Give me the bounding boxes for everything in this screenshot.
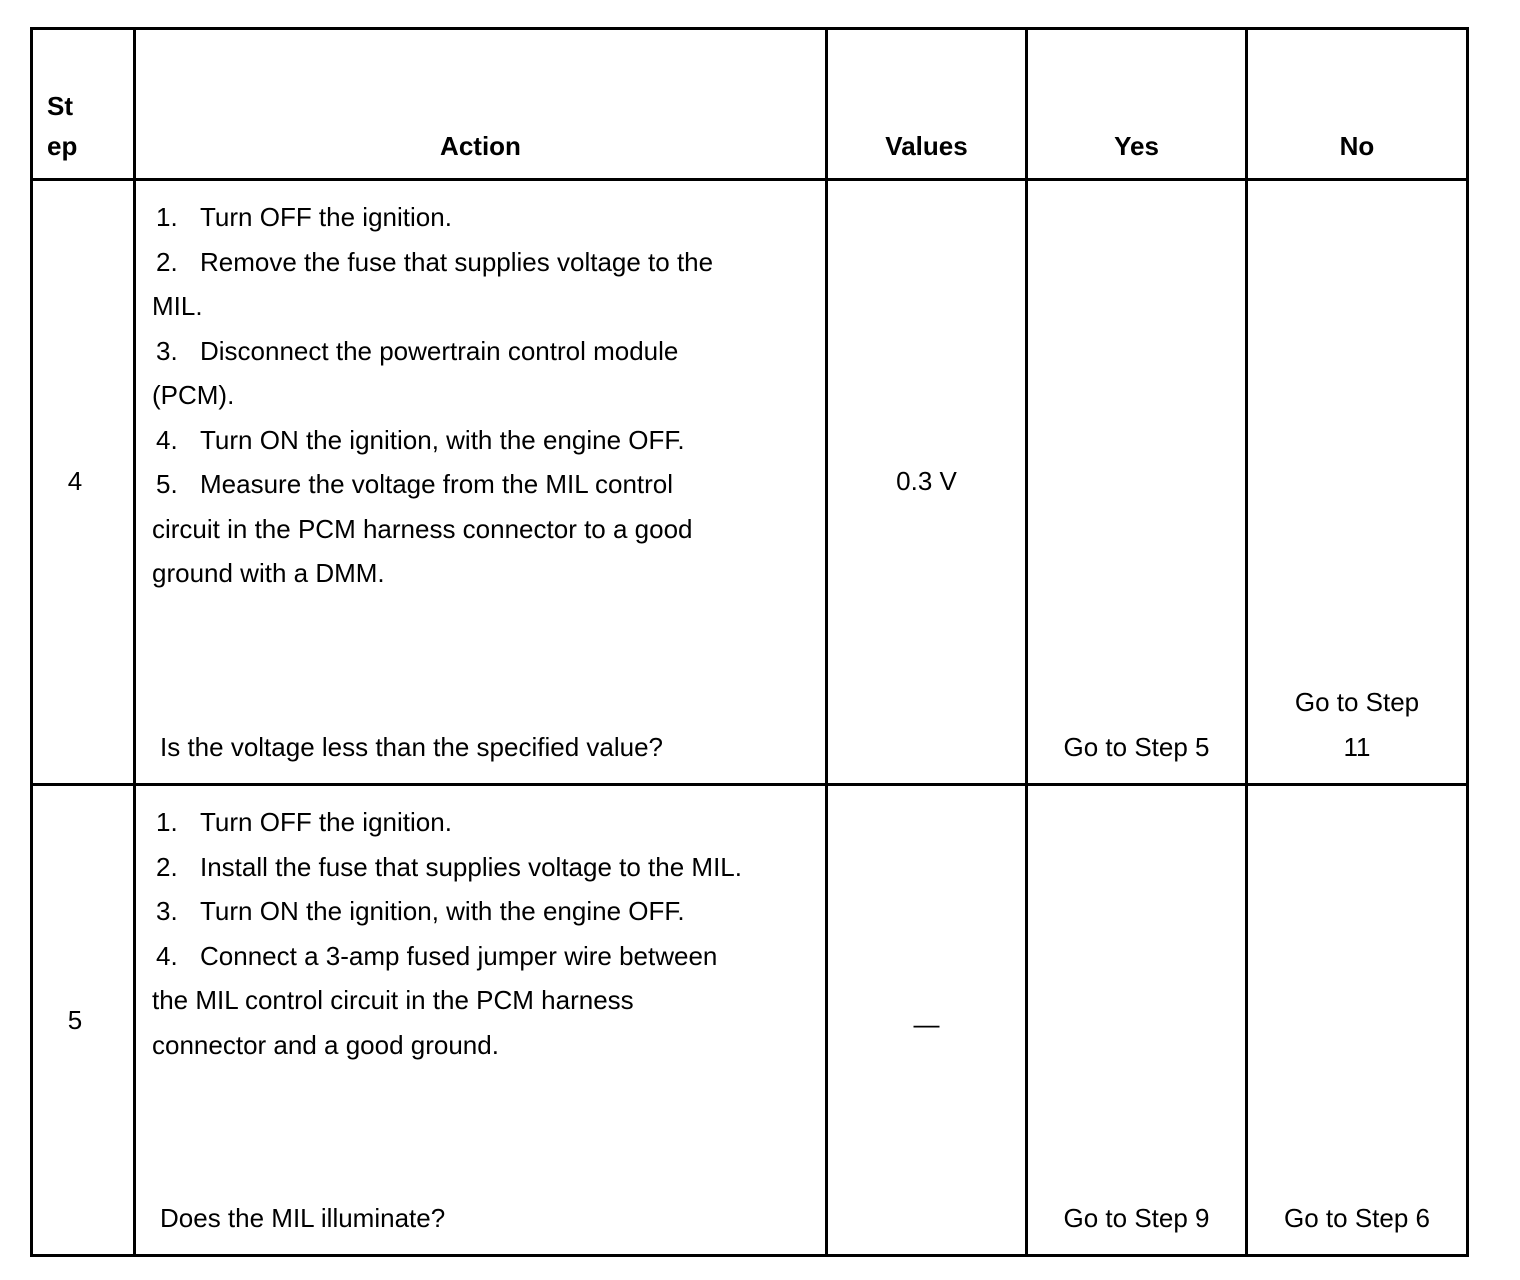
item-number: 1. (156, 202, 178, 232)
header-row (32, 29, 1468, 180)
question-text: Is the voltage less than the specified value? (160, 731, 663, 762)
no-go-to (1248, 680, 1466, 769)
no-go-to-line1: Go to Step (1294, 687, 1420, 717)
value-text: 0.3 V (896, 466, 957, 496)
item-number: 1. (156, 807, 178, 837)
item-text: Connect a 3-amp fused jumper wire between the MIL control circuit in the PCM harness connector and a good ground. (152, 940, 718, 1060)
no-cell (1247, 785, 1468, 1256)
header-no (1247, 29, 1468, 180)
list-item (152, 934, 742, 1068)
no-go-to-line2: 11 (1343, 731, 1371, 762)
value-cell (827, 785, 1027, 1256)
item-text: Install the fuse that supplies voltage to the MIL. (200, 851, 742, 882)
item-number: 5. (156, 469, 178, 499)
header-step (32, 29, 135, 180)
no-cell (1247, 180, 1468, 785)
header-yes-label: Yes (1114, 131, 1159, 161)
table-row (32, 785, 1468, 1256)
item-text: Measure the voltage from the MIL control circuit in the PCM harness connector to a good ground with a DMM. (152, 469, 693, 588)
action-list (152, 800, 742, 1067)
item-number: 3. (156, 335, 178, 366)
question-text: Does the MIL illuminate? (160, 1202, 446, 1233)
step-cell (32, 180, 135, 785)
item-text: Turn OFF the ignition. (200, 807, 452, 837)
list-item (152, 462, 742, 596)
item-number: 4. (156, 424, 178, 455)
no-go-to: Go to Step 6 (1284, 1202, 1430, 1233)
yes-cell (1027, 785, 1247, 1256)
action-cell (135, 180, 827, 785)
value-cell (827, 180, 1027, 785)
list-item (152, 195, 742, 240)
item-text: Remove the fuse that supplies voltage to the MIL. (152, 246, 714, 321)
list-item (152, 845, 742, 890)
item-text: Turn ON the ignition, with the engine OFF. (200, 896, 685, 926)
list-item (152, 800, 742, 845)
step-number: 5 (67, 1005, 83, 1035)
item-text: Turn OFF the ignition. (200, 202, 452, 232)
item-number: 2. (156, 246, 178, 277)
diagnostic-table (30, 27, 1469, 1257)
yes-cell (1027, 180, 1247, 785)
header-step-line1: St (47, 91, 73, 121)
item-number: 3. (156, 896, 178, 926)
header-values-label: Values (885, 131, 968, 161)
yes-go-to: Go to Step 9 (1063, 1202, 1210, 1233)
list-item (152, 418, 742, 463)
header-values (827, 29, 1027, 180)
item-number: 2. (156, 851, 178, 882)
item-text: Disconnect the powertrain control module (PCM). (152, 335, 679, 410)
list-item (152, 329, 742, 418)
table-row (32, 180, 1468, 785)
header-action (135, 29, 827, 180)
list-item (152, 889, 742, 934)
yes-go-to: Go to Step 5 (1063, 731, 1210, 762)
item-text: Turn ON the ignition, with the engine OFF. (200, 424, 685, 455)
value-text: — (913, 1009, 940, 1039)
item-number: 4. (156, 940, 178, 971)
header-yes (1027, 29, 1247, 180)
step-number: 4 (67, 466, 83, 496)
step-cell (32, 785, 135, 1256)
header-action-label: Action (440, 131, 521, 161)
list-item (152, 240, 742, 329)
action-cell (135, 785, 827, 1256)
header-step-line2: ep (47, 131, 78, 161)
header-no-label: No (1339, 131, 1375, 161)
action-list (152, 195, 742, 596)
